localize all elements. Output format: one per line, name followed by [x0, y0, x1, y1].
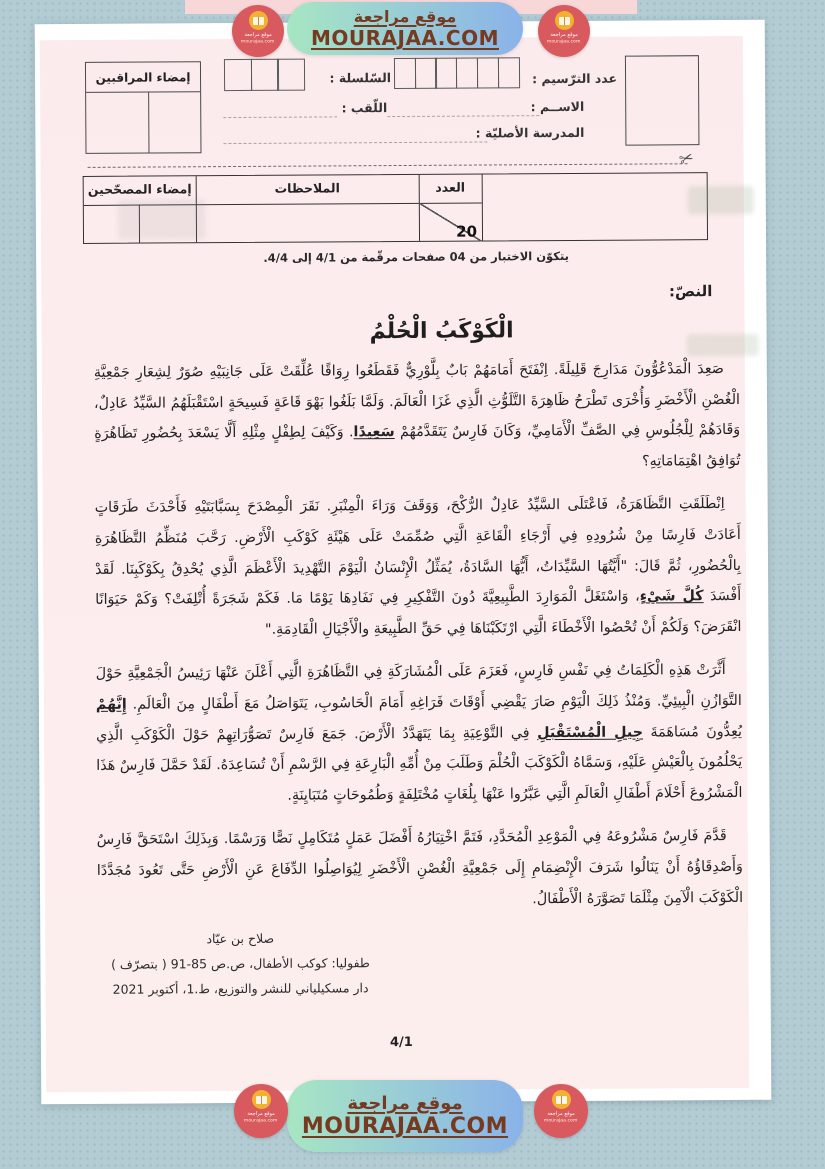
text-body [94, 354, 743, 930]
scan-artifact [118, 199, 206, 240]
notes-header: الملاحظات [274, 180, 340, 196]
paragraph: اِنْطَلَقَتِ التَّظَاهَرَةُ، فَاعْتَلَى السَّيِّدُ عَادِلٌ الرُّكْحَ، وَوَقَفَ وَرَاءَ الْمِنْبَرِ. نَقَرَ الْمِصْدَحَ بِسَبَّابَتَيْهِ فَأَحْدَثَ طَرَقَاتٍ أَعَادَتْ فَارِسًا مِنْ شُرُودِهِ فِي أَرْجَاءِ الْقَاعَةِ الَّتِي صُمِّمَتْ عَلَى هَيْئَةِ كَوْكَبِ الْأَرْضِ. رَحَّبَ مُنَظِّمُ التَّظَاهُرَةِ بِالْحُضُورِ، ثُمَّ قَالَ: "أَيَّتُهَا السَّيِّدَاتُ، أَيُّهَا السَّادَةُ، يُمَثِّلُ الْإِنْسَانُ الْيَوْمَ التَّهْدِيدَ الْأَعْظَمَ الَّذِي يُحْدِقُ بِكَوْكَبِنَا. لَقَدْ أَفْسَدَ كُلَّ شَيْءٍ، وَاسْتَغَلَّ الْمَوَارِدَ الطَّبِيعِيَّةَ دُونَ التَّفْكِيرِ فِي نَفَادِهَا يَوْمًا مَا. فَكَمْ شَجَرَةً أُتْلِفَتْ؟ وَكَمْ حَيَوَانًا انْقَرَضَ؟ وَلَكُمْ أَنْ تُحْصُوا الْأَخْطَاءَ الَّتِي ارْتَكَبْنَاهَا فِي حَقِّ الطَّبِيعَةِ والْأَجْيَالِ الْقَادِمَةِ." [94, 496, 742, 638]
text-title: الْكَوْكَبُ الْحُلْمُ [369, 318, 514, 345]
mourajaa-logo [232, 5, 284, 57]
mourajaa-logo [234, 1084, 288, 1138]
digit-box [456, 58, 478, 89]
max-score: 20 [456, 222, 478, 241]
book-icon [252, 1090, 271, 1109]
surname-label: اللّقب : [341, 100, 388, 116]
digit-box [435, 58, 457, 89]
book-icon [552, 1090, 571, 1109]
supervisors-signature-box [85, 61, 202, 154]
brand-domain: MOURAJAA.COM [311, 26, 499, 50]
paragraph: قَدَّمَ فَارِسٌ مَشْرُوعَهُ فِي الْمَوْعِدِ الْمُحَدَّدِ، فَتَمَّ اخْتِيَارُهُ أَفْضَلَ عَمَلٍ مُتَكَامِلٍ نَصًّا وَرَسْمًا. وَبِذَلِكَ اسْتَحَقَّ فَارِسٌ وَأَصْدِقَاؤُهُ أَنْ يَنَالُوا شَرَفَ الْإِنْضِمَامِ إِلَى جَمْعِيَّةِ الْغُصْنِ الْأَخْضَرِ لِيُوَاصِلُوا الدِّفَاعَ عَنِ الْأَرْضِ حَتَّى تَعُودَ مُجَدَّدًا الْكَوْكَبَ الْآمِنَ مِثْلَمَا تَصَوَّرَهُ الْأَطْفَالُ. [96, 828, 744, 907]
brand-domain: MOURAJAA.COM [301, 1114, 509, 1139]
digit-box [277, 59, 305, 91]
digit-box [477, 57, 499, 88]
paragraph: صَعِدَ الْمَدْعُوُّونَ مَدَارِجَ قَلِيلَةً. اِنْفَتَحَ أَمَامَهُمْ بَابٌ بِلَّوْرِيٌّ فَقَطَعُوا رِوَاقًا عُلِّقَتْ عَلَى جَانِبَيْهِ صُوَرٌ لِشِعَارِ جَمْعِيَّةِ الْغُصْنِ الْأَخْضَرِ وَأُخْرَى تَطْرَحُ ظَاهِرَةَ التَّلَوُّثِ الَّذِي غَزَا الْعَالَمَ. وَلَمَّا بَلَغُوا بَهْوَ قَاعَةٍ فَسِيحَةٍ اسْتَقْبَلَهُمُ السَّيِّدُ عَادِلٌ، وَقَادَهُمْ لِلْجُلُوسِ فِي الصَّفِّ الْأَمَامِيِّ، وَكَانَ فَارِسٌ يَتَقَدَّمُهُمْ سَعِيدًا. وَكَيْفَ لِطِفْلٍ مِثْلِهِ أَلَّا يَسْعَدَ بِحُضُورِ تَظَاهُرَةٍ تُوَافِقُ اهْتِمَامَاتِهِ؟ [93, 361, 741, 470]
series-digit-boxes-left [225, 59, 306, 91]
supervisors-label: إمضاء المراقبين [86, 62, 200, 93]
logo-text-ar: موقع مراجعة [550, 31, 578, 38]
series-digit-boxes-right [395, 57, 520, 89]
exam-paper [35, 20, 772, 1104]
logo-text-domain: mourajaa.com [241, 38, 275, 45]
digit-box [224, 59, 252, 91]
score-cell [419, 203, 482, 242]
paragraph: أَثَّرَتْ هَذِهِ الْكَلِمَاتُ فِي نَفْسِ فَارِسٍ، فَعَزَمَ عَلَى الْمُشَارَكَةِ فِي التَّظَاهُرَةِ الَّتِي أَعْلَنَ عَنْهَا رَئِيسُ الْجَمْعِيَّةِ حَوْلَ التَّوَازُنِ الْبِيئِيِّ. وَمُنْذُ ذَلِكَ الْيَوْمِ صَارَ يَقْضِي أَوْقَاتَ فَرَاغِهِ أَمَامَ الْحَاسُوبِ، يَتَوَاصَلُ مَعَ أَطْفَالٍ مِنَ الْعَالَمِ. إِنَّهُمْ يُعِدُّونَ مُسَاهَمَةَ جِيلِ الْمُسْتَقْبَلِ فِي التَّوْعِيَةِ بِمَا يَتَهَدَّدُ الْأَرْضَ. جَمَعَ فَارِسٌ تَصَوُّرَاتِهِمْ حَوْلَ الْكَوْكَبِ الَّذِي يَحْلُمُونَ بِالْعَيْشِ عَلَيْهِ، وَسَمَّاهُ الْكَوْكَبَ الْحُلْمَ وَطَلَبَ مِنْ أُمِّهِ الْبَارِعَةِ فِي الرَّسْمِ أَنْ تُسَاعِدَهُ. لَقَدْ حَمَّلَ فَارِسٌ هَذَا الْمَشْرُوعَ أَحْلَامَ أَطْفَالِ الْعَالَمِ الَّتِي عَبَّرُوا عَنْهَا بِلُغَاتٍ مُخْتَلِفَةٍ وَطُمُوحَاتٍ مُتَبَايِنَةٍ. [95, 662, 743, 804]
source-line: طفوليا: كوكب الأطفال، ص.ص 85-91 ( بتصرّف ) [110, 955, 370, 972]
correctors-header: إمضاء المصحّحين [87, 181, 192, 197]
registration-label: عدد الترّسيم : [532, 70, 618, 87]
name-label: الاســم : [530, 98, 585, 115]
registration-number-box [625, 55, 700, 145]
exam-note: يتكوّن الاختبار من 04 صفحات مرقّمة من 4/1 إلى 4/4. [263, 248, 569, 265]
mourajaa-logo [538, 5, 590, 57]
logo-text-ar: موقع مراجعة [247, 1110, 275, 1117]
scan-artifact [688, 186, 754, 214]
digit-box [415, 58, 437, 89]
mourajaa-logo [534, 1084, 588, 1138]
brand-name-arabic: موقع مراجعة [353, 7, 457, 26]
digit-box [498, 57, 520, 88]
brand-link-footer[interactable] [287, 1080, 523, 1152]
page-number: 4/1 [389, 1034, 413, 1051]
logo-text-domain: mourajaa.com [244, 1117, 278, 1124]
brand-link-header[interactable] [287, 2, 523, 55]
school-label: المدرسة الأصليّة : [475, 124, 585, 141]
brand-name-arabic: موقع مراجعة [347, 1093, 463, 1114]
digit-box [394, 58, 416, 89]
logo-text-domain: mourajaa.com [544, 1117, 578, 1124]
score-header: العدد [435, 179, 466, 195]
logo-text-ar: موقع مراجعة [244, 31, 272, 38]
logo-text-domain: mourajaa.com [547, 38, 581, 45]
digit-box [251, 59, 279, 91]
scan-artifact [687, 334, 759, 356]
author: صلاح بن عيّاد [206, 930, 275, 947]
supervisors-signature-cells [86, 92, 200, 153]
book-icon [555, 11, 574, 30]
series-label: السّلسلة : [329, 70, 392, 86]
book-icon [249, 11, 268, 30]
text-section-label: النصّ: [668, 282, 713, 301]
scissors-icon: ✂ [676, 147, 697, 171]
logo-text-ar: موقع مراجعة [547, 1110, 575, 1117]
attribution [110, 925, 370, 1002]
source-line: دار مسكيلياني للنشر والتوزيع، ط.1، أكتوبر 2021 [112, 980, 369, 997]
